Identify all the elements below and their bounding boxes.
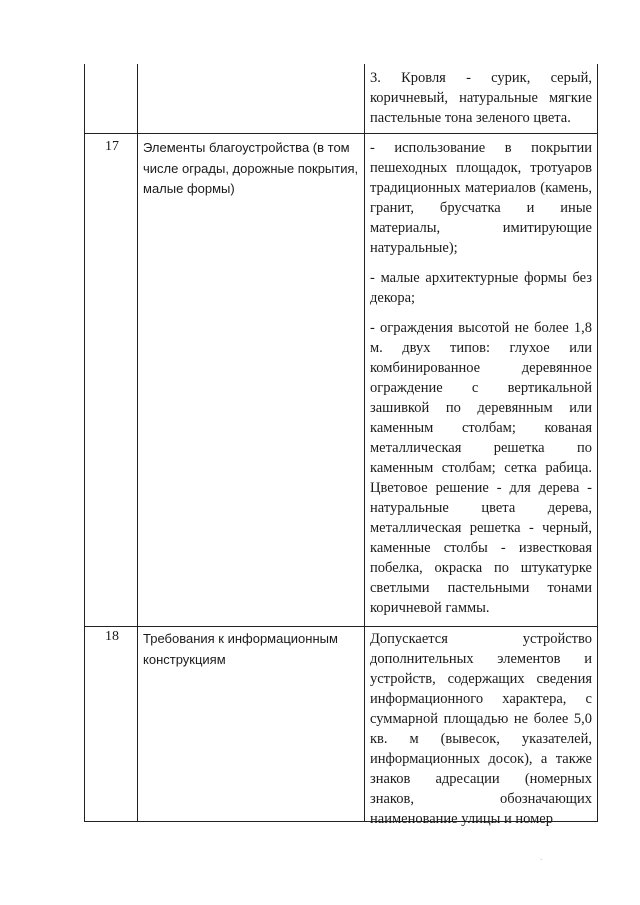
table-border-right (597, 64, 598, 822)
requirement-text (370, 68, 592, 128)
scan-speck: · (540, 856, 543, 864)
row-divider-18 (84, 626, 598, 627)
requirement-paragraph: Допускается устройство дополнительных элементов и устройств, содержащих сведения информационного характера, с суммарной площадью не более 5,0 кв. м (вывесок, указателей, информационных досок), а также знаков адресации (номерных знаков, обозначающих наименование улицы и номер (370, 631, 592, 827)
row-number: 18 (105, 629, 119, 644)
requirement-text (370, 629, 592, 829)
row-divider-17 (84, 133, 598, 134)
requirement-paragraph: 3. Кровля - сурик, серый, коричневый, натуральные мягкие пастельные тона зеленого цвета. (370, 70, 592, 126)
requirement-paragraph: - ограждения высотой не более 1,8 м. двух типов: глухое или комбинированное деревянное ограждение с вертикальной зашивкой по деревянным или каменным столбам; кованая металлическая решетка по каменным столбам; сетка рабица. Цветовое решение - для дерева - натуральные цвета дерева, металлическая решетка - черный, каменные столбы - известковая побелка, окраска по штукатурке светлыми пастельными тонами коричневой гаммы. (370, 320, 592, 616)
table-border-col2 (364, 64, 365, 822)
element-name: Элементы благоустройства (в том числе ограды, дорожные покрытия, малые формы) (143, 140, 359, 196)
table-border-col1 (137, 64, 138, 822)
requirement-text (370, 138, 592, 618)
table-border-left (84, 64, 85, 822)
element-name: Требования к информационным конструкциям (143, 631, 338, 667)
requirement-paragraph: - малые архитектурные формы без декора; (370, 270, 592, 306)
requirement-paragraph: - использование в покрытии пешеходных площадок, тротуаров традиционных материалов (камень, гранит, брусчатка и иные материалы, имитирующие натуральные); (370, 140, 592, 256)
row-number: 17 (105, 139, 119, 154)
